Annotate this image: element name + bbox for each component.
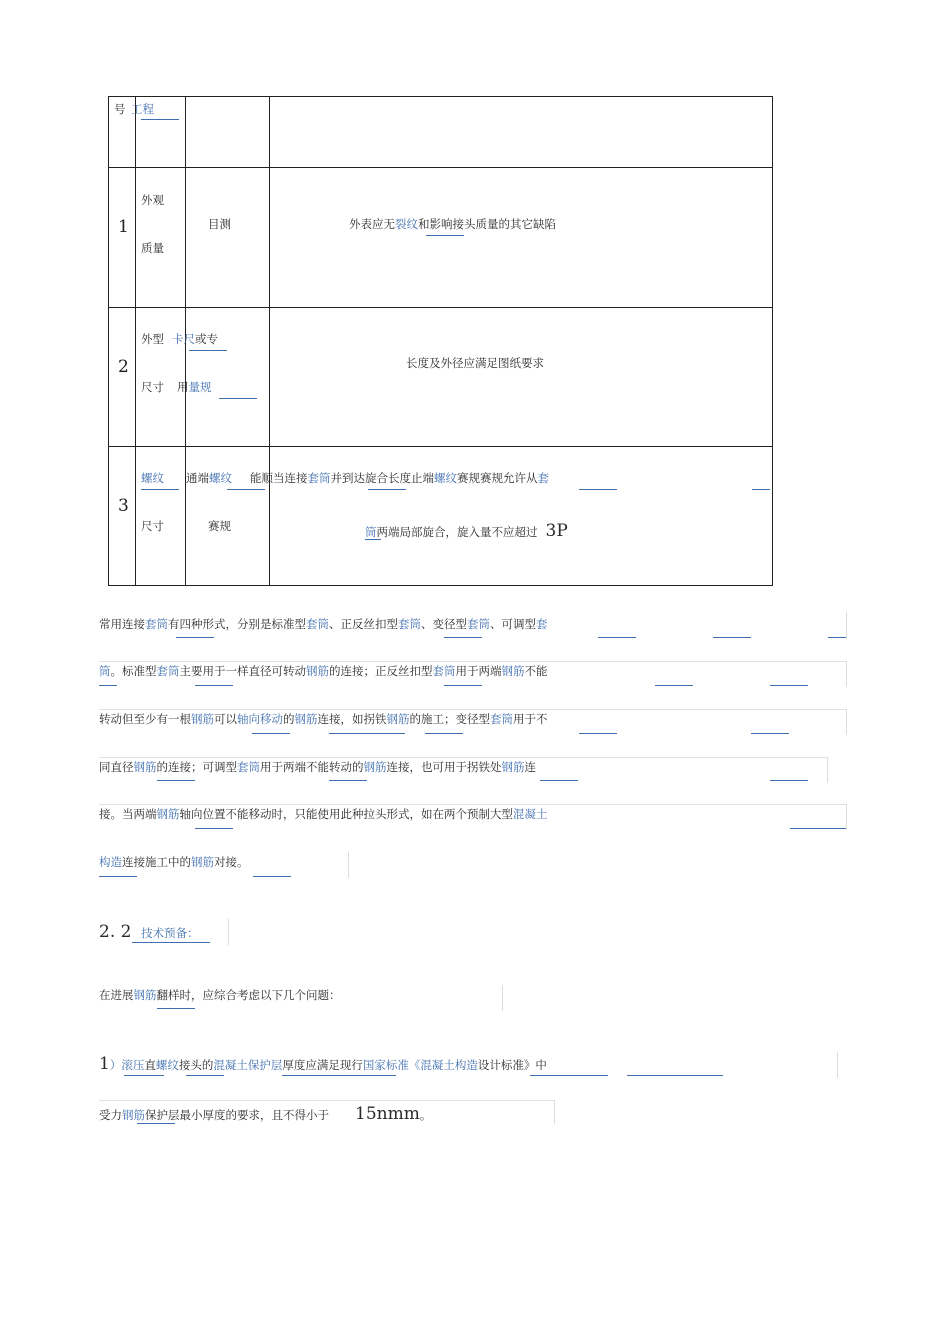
item1-line1: 1）滚压直螺纹接头的混凝土保护层厚度应满足现行国家标准《混凝土构造设计标准》中 <box>99 1054 547 1074</box>
row-1-item-line1: 外观 <box>141 193 164 207</box>
row-2-requirement: 长度及外径应满足图纸要求 <box>406 356 544 370</box>
row-2-method-line2: 用量规 <box>177 380 212 394</box>
section-title[interactable]: 技术预备： <box>141 926 199 940</box>
section-number: 2. 2 <box>99 922 132 942</box>
para1-line3: 转动但至少有一根钢筋可以轴向移动的钢筋连接，如拐铁钢筋的施工；变径型套筒用于不 <box>99 712 548 726</box>
row-3-method-line2: 赛规 <box>208 519 231 533</box>
row-1-requirement: 外表应无裂纹和影响接头质量的其它缺陷 <box>349 217 556 231</box>
row-2-item-line2: 尺寸 <box>141 380 164 394</box>
row-2-method-line1: 卡尺或专 <box>172 332 218 346</box>
row-2-item-line1: 外型 <box>141 332 164 346</box>
row-1-item-line2: 质量 <box>141 241 164 255</box>
row-2-number: 2 <box>118 357 129 377</box>
para1-line1: 常用连接套筒有四种形式，分别是标准型套筒、正反丝扣型套筒、变径型套筒、可调型套 <box>99 617 548 631</box>
row-3-requirement-line1: 能顺当连接套筒并到达旋合长度止端螺纹赛规赛规允许从套 <box>250 471 549 485</box>
para1-line6: 构造连接施工中的钢筋对接。 <box>99 855 249 869</box>
header-col-item[interactable]: 工程 <box>131 102 154 116</box>
row-1-number: 1 <box>118 217 129 237</box>
para1-line5: 接。当两端钢筋轴向位置不能移动时，只能使用此种拉头形式，如在两个预制大型混凝土 <box>99 807 548 821</box>
header-col-no: 号 <box>114 102 126 116</box>
row-3-number: 3 <box>118 496 129 516</box>
row-3-item-line1[interactable]: 螺纹 <box>141 471 164 485</box>
item1-line2: 受力钢筋保护层最小厚度的要求，且不得小于 15nmm。 <box>99 1104 432 1124</box>
para1-line4: 同直径钢筋的连接；可调型套筒用于两端不能转动的钢筋连接，也可用于拐铁处钢筋连 <box>99 760 536 774</box>
row-3-item-line2: 尺寸 <box>141 519 164 533</box>
section-heading <box>99 922 199 942</box>
row-3-requirement-line2: 筒两端局部旋合，旋入量不应超过 3P <box>365 521 568 541</box>
para2: 在进展钢筋翻样时，应综合考虑以下几个问题： <box>99 988 341 1002</box>
row-3-method-line1: 通端螺纹 <box>186 471 232 485</box>
inspection-table <box>108 96 773 586</box>
row-1-method: 目测 <box>208 217 231 231</box>
para1-line2: 筒。标准型套筒主要用于一样直径可转动钢筋的连接；正反丝扣型套筒用于两端钢筋不能 <box>99 664 548 678</box>
